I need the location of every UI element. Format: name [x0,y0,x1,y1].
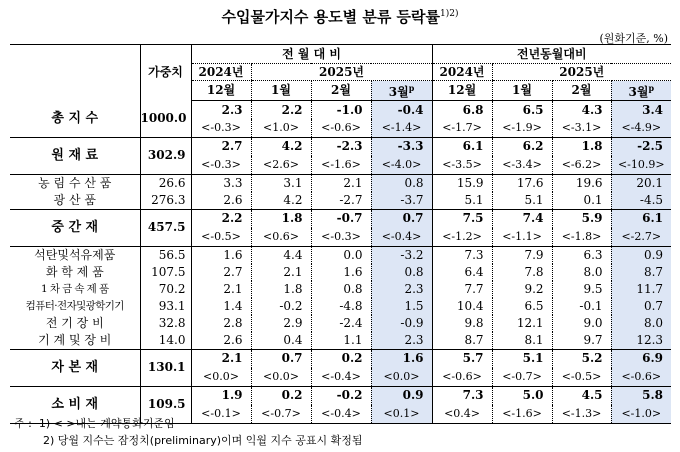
yoy-feb-contract: <-3.1> [552,119,611,137]
weight-value: 1000.0 [140,101,191,138]
mom-mar-value: 0.9 [371,386,432,405]
yoy-year-2025: 2025년 [492,64,671,81]
subcategory-label: 1 차 금 속 제 품 [41,283,109,295]
yoy-feb-contract: <-1.3> [552,405,611,423]
mom-dec-value: 2.6 [191,332,251,349]
corner-cell [10,45,140,101]
mom-dec-contract: <-0.3> [191,156,251,174]
mom-feb-value: -4.8 [311,298,371,315]
yoy-dec-contract: <0.4> [432,405,492,423]
yoy-mar-value: -4.5 [611,192,671,209]
yoy-dec-contract: <-1.7> [432,119,492,137]
mom-mar-contract: <-1.4> [371,119,432,137]
yoy-dec-contract: <-3.5> [432,156,492,174]
mom-header: 전 월 대 비 [191,45,432,64]
yoy-jan-value: 12.1 [492,315,552,332]
mom-feb-contract: <-1.6> [311,156,371,174]
mom-feb-value: 2.1 [311,174,371,192]
mom-dec-value: 3.3 [191,174,251,192]
table-row [10,209,671,228]
yoy-jan-value: 7.4 [492,209,552,228]
mom-feb-value: -1.0 [311,101,371,120]
yoy-dec-contract: <-1.2> [432,228,492,246]
yoy-jan-value: 7.8 [492,264,552,281]
yoy-mar-value: 11.7 [611,281,671,298]
yoy-header: 전년동월대비 [432,45,671,64]
category-label: 자 본 재 [10,349,140,386]
weight-value: 107.5 [140,264,191,281]
yoy-jan-value: 5.1 [492,192,552,209]
weight-value: 302.9 [140,137,191,174]
mom-feb-contract: <-0.3> [311,228,371,246]
yoy-feb-value: 19.6 [552,174,611,192]
mom-mar-contract: <-0.4> [371,228,432,246]
yoy-feb-contract: <-6.2> [552,156,611,174]
mom-mar-value: -3.7 [371,192,432,209]
yoy-mar-contract: <-2.7> [611,228,671,246]
mom-year-2024: 2024년 [191,64,251,81]
yoy-mar-value: 3.4 [611,101,671,120]
mom-jan-value: -0.2 [251,298,311,315]
mom-month-feb: 2월 [311,81,371,101]
yoy-mar-value: 6.1 [611,209,671,228]
mom-feb-value: 1.6 [311,264,371,281]
table-row [10,192,671,209]
mom-mar-contract: <0.1> [371,405,432,423]
category-label: 중 간 재 [10,209,140,246]
mom-jan-contract: <-0.7> [251,405,311,423]
table-row [10,101,671,120]
category-label: 소 비 재 [10,386,140,423]
yoy-mar-value: 12.3 [611,332,671,349]
yoy-mar-contract: <-0.6> [611,368,671,386]
yoy-feb-value: 4.5 [552,386,611,405]
page-title: 수입물가지수 용도별 분류 등락률$^{1)2)}$ [221,8,459,26]
table-row [10,298,671,315]
mom-feb-value: -2.3 [311,137,371,156]
mom-dec-value: 1.4 [191,298,251,315]
mom-jan-value: 1.8 [251,209,311,228]
mom-mar-value: -0.4 [371,101,432,120]
mom-jan-contract: <0.6> [251,228,311,246]
yoy-month-dec: 12월 [432,81,492,101]
table-row [10,386,671,405]
mom-feb-value: -2.4 [311,315,371,332]
mom-feb-contract: <-0.6> [311,119,371,137]
mom-jan-contract: <1.0> [251,119,311,137]
import-price-table [10,44,671,424]
unit-label: (원화기준, %) [599,32,668,45]
mom-dec-value: 2.2 [191,209,251,228]
mom-mar-contract: <0.0> [371,368,432,386]
mom-jan-value: 4.4 [251,246,311,264]
yoy-mar-contract: <-1.0> [611,405,671,423]
weight-header: 가중치 [140,45,191,101]
yoy-feb-value: 8.0 [552,264,611,281]
yoy-dec-value: 8.7 [432,332,492,349]
yoy-mar-value: 5.8 [611,386,671,405]
yoy-dec-value: 5.1 [432,192,492,209]
mom-mar-value: 0.7 [371,209,432,228]
yoy-mar-value: 20.1 [611,174,671,192]
yoy-feb-value: 1.8 [552,137,611,156]
category-label: 원 재 료 [10,137,140,174]
mom-mar-value: -3.3 [371,137,432,156]
mom-dec-contract: <-0.3> [191,119,251,137]
mom-month-dec: 12월 [191,81,251,101]
yoy-mar-value: 0.7 [611,298,671,315]
yoy-dec-value: 7.5 [432,209,492,228]
mom-mar-value: 1.5 [371,298,432,315]
subcategory-label: 전 기 장 비 [45,316,104,330]
yoy-jan-value: 5.0 [492,386,552,405]
subcategory-label: 농 림 수 산 품 [38,175,112,190]
yoy-dec-value: 6.1 [432,137,492,156]
yoy-mar-value: 8.0 [611,315,671,332]
yoy-dec-value: 7.3 [432,386,492,405]
mom-jan-value: 3.1 [251,174,311,192]
mom-feb-value: 0.0 [311,246,371,264]
subcategory-label: 광 산 품 [10,192,140,209]
yoy-jan-value: 7.9 [492,246,552,264]
mom-jan-value: 1.8 [251,281,311,298]
table-row [10,137,671,156]
mom-feb-value: 0.2 [311,349,371,368]
yoy-jan-contract: <-1.9> [492,119,552,137]
yoy-feb-contract: <-0.5> [552,368,611,386]
yoy-feb-value: 0.1 [552,192,611,209]
mom-jan-value: 2.2 [251,101,311,120]
table-row [10,281,671,298]
yoy-dec-value: 7.7 [432,281,492,298]
yoy-feb-value: 5.9 [552,209,611,228]
mom-dec-value: 2.7 [191,137,251,156]
mom-feb-value: -0.7 [311,209,371,228]
footnote-1: 주 : 1) < >내는 계약통화기준임 [14,417,175,430]
mom-dec-value: 1.9 [191,386,251,405]
yoy-dec-contract: <-0.6> [432,368,492,386]
yoy-jan-contract: <-1.6> [492,405,552,423]
footnote-2: 2) 당월 지수는 잠정치(preliminary)이며 익월 지수 공표시 확정됨 [43,434,363,447]
yoy-feb-value: 6.3 [552,246,611,264]
yoy-month-jan: 1월 [492,81,552,101]
mom-dec-value: 2.7 [191,264,251,281]
yoy-jan-value: 6.5 [492,101,552,120]
yoy-mar-value: 0.9 [611,246,671,264]
yoy-dec-value: 6.8 [432,101,492,120]
mom-jan-value: 0.7 [251,349,311,368]
category-label: 총 지 수 [10,101,140,138]
mom-dec-value: 1.6 [191,246,251,264]
mom-dec-value: 2.3 [191,101,251,120]
weight-value: 93.1 [140,298,191,315]
weight-value: 70.2 [140,281,191,298]
yoy-dec-value: 5.7 [432,349,492,368]
weight-value: 14.0 [140,332,191,349]
yoy-mar-contract: <-4.9> [611,119,671,137]
subcategory-label: 화 학 제 품 [45,265,104,279]
mom-mar-value: 2.3 [371,281,432,298]
yoy-jan-value: 6.5 [492,298,552,315]
mom-month-mar: 3월$^p$ [371,81,432,101]
weight-value: 109.5 [140,386,191,423]
yoy-feb-contract: <-1.8> [552,228,611,246]
weight-value: 457.5 [140,209,191,246]
yoy-jan-contract: <-0.7> [492,368,552,386]
mom-jan-contract: <0.0> [251,368,311,386]
mom-jan-value: 2.9 [251,315,311,332]
mom-dec-value: 2.8 [191,315,251,332]
mom-mar-value: -0.9 [371,315,432,332]
yoy-feb-value: 4.3 [552,101,611,120]
mom-dec-contract: <-0.5> [191,228,251,246]
table-row [10,332,671,349]
weight-value: 32.8 [140,315,191,332]
mom-mar-value: 2.3 [371,332,432,349]
yoy-dec-value: 10.4 [432,298,492,315]
yoy-mar-contract: <-10.9> [611,156,671,174]
title-footnote: 1)2) [440,9,459,19]
weight-value: 276.3 [140,192,191,209]
table-row [10,349,671,368]
yoy-jan-value: 9.2 [492,281,552,298]
mom-mar-contract: <-4.0> [371,156,432,174]
yoy-jan-value: 17.6 [492,174,552,192]
yoy-mar-value: -2.5 [611,137,671,156]
mom-month-jan: 1월 [251,81,311,101]
table-row [10,264,671,281]
mom-dec-value: 2.1 [191,349,251,368]
yoy-feb-value: 9.7 [552,332,611,349]
mom-jan-contract: <2.6> [251,156,311,174]
yoy-feb-value: 5.2 [552,349,611,368]
footnotes [14,415,363,449]
weight-value: 56.5 [140,246,191,264]
yoy-year-2024: 2024년 [432,64,492,81]
mom-jan-value: 4.2 [251,192,311,209]
yoy-feb-value: 9.5 [552,281,611,298]
table-row [10,315,671,332]
yoy-jan-value: 5.1 [492,349,552,368]
yoy-feb-value: 9.0 [552,315,611,332]
yoy-month-mar: 3월$^p$ [611,81,671,101]
weight-value: 26.6 [140,174,191,192]
mom-jan-value: 0.4 [251,332,311,349]
mom-mar-value: 0.8 [371,264,432,281]
yoy-dec-value: 7.3 [432,246,492,264]
mom-feb-value: 0.8 [311,281,371,298]
subcategory-label: 컴퓨터·전자및광학기기 [25,300,124,312]
mom-feb-contract: <-0.4> [311,368,371,386]
table-row [10,174,671,192]
mom-mar-value: -3.2 [371,246,432,264]
subcategory-label: 석탄및석유제품 [34,247,116,262]
yoy-dec-value: 15.9 [432,174,492,192]
yoy-dec-value: 9.8 [432,315,492,332]
mom-dec-value: 2.6 [191,192,251,209]
mom-feb-value: -2.7 [311,192,371,209]
mom-mar-value: 0.8 [371,174,432,192]
yoy-jan-contract: <-1.1> [492,228,552,246]
yoy-jan-contract: <-3.4> [492,156,552,174]
mom-jan-value: 0.2 [251,386,311,405]
yoy-mar-value: 6.9 [611,349,671,368]
mom-jan-value: 4.2 [251,137,311,156]
weight-value: 130.1 [140,349,191,386]
mom-dec-contract: <0.0> [191,368,251,386]
mom-jan-value: 2.1 [251,264,311,281]
table-row [10,246,671,264]
yoy-dec-value: 6.4 [432,264,492,281]
mom-mar-value: 1.6 [371,349,432,368]
mom-dec-value: 2.1 [191,281,251,298]
mom-year-2025: 2025년 [251,64,432,81]
mom-feb-contract: <-0.4> [311,405,371,423]
yoy-jan-value: 8.1 [492,332,552,349]
yoy-mar-value: 8.7 [611,264,671,281]
yoy-jan-value: 6.2 [492,137,552,156]
mom-feb-value: -0.2 [311,386,371,405]
mom-feb-value: 1.1 [311,332,371,349]
yoy-feb-value: -0.1 [552,298,611,315]
subcategory-label: 기 계 및 장 비 [10,332,140,349]
mom-dec-contract: <-0.1> [191,405,251,423]
yoy-month-feb: 2월 [552,81,611,101]
